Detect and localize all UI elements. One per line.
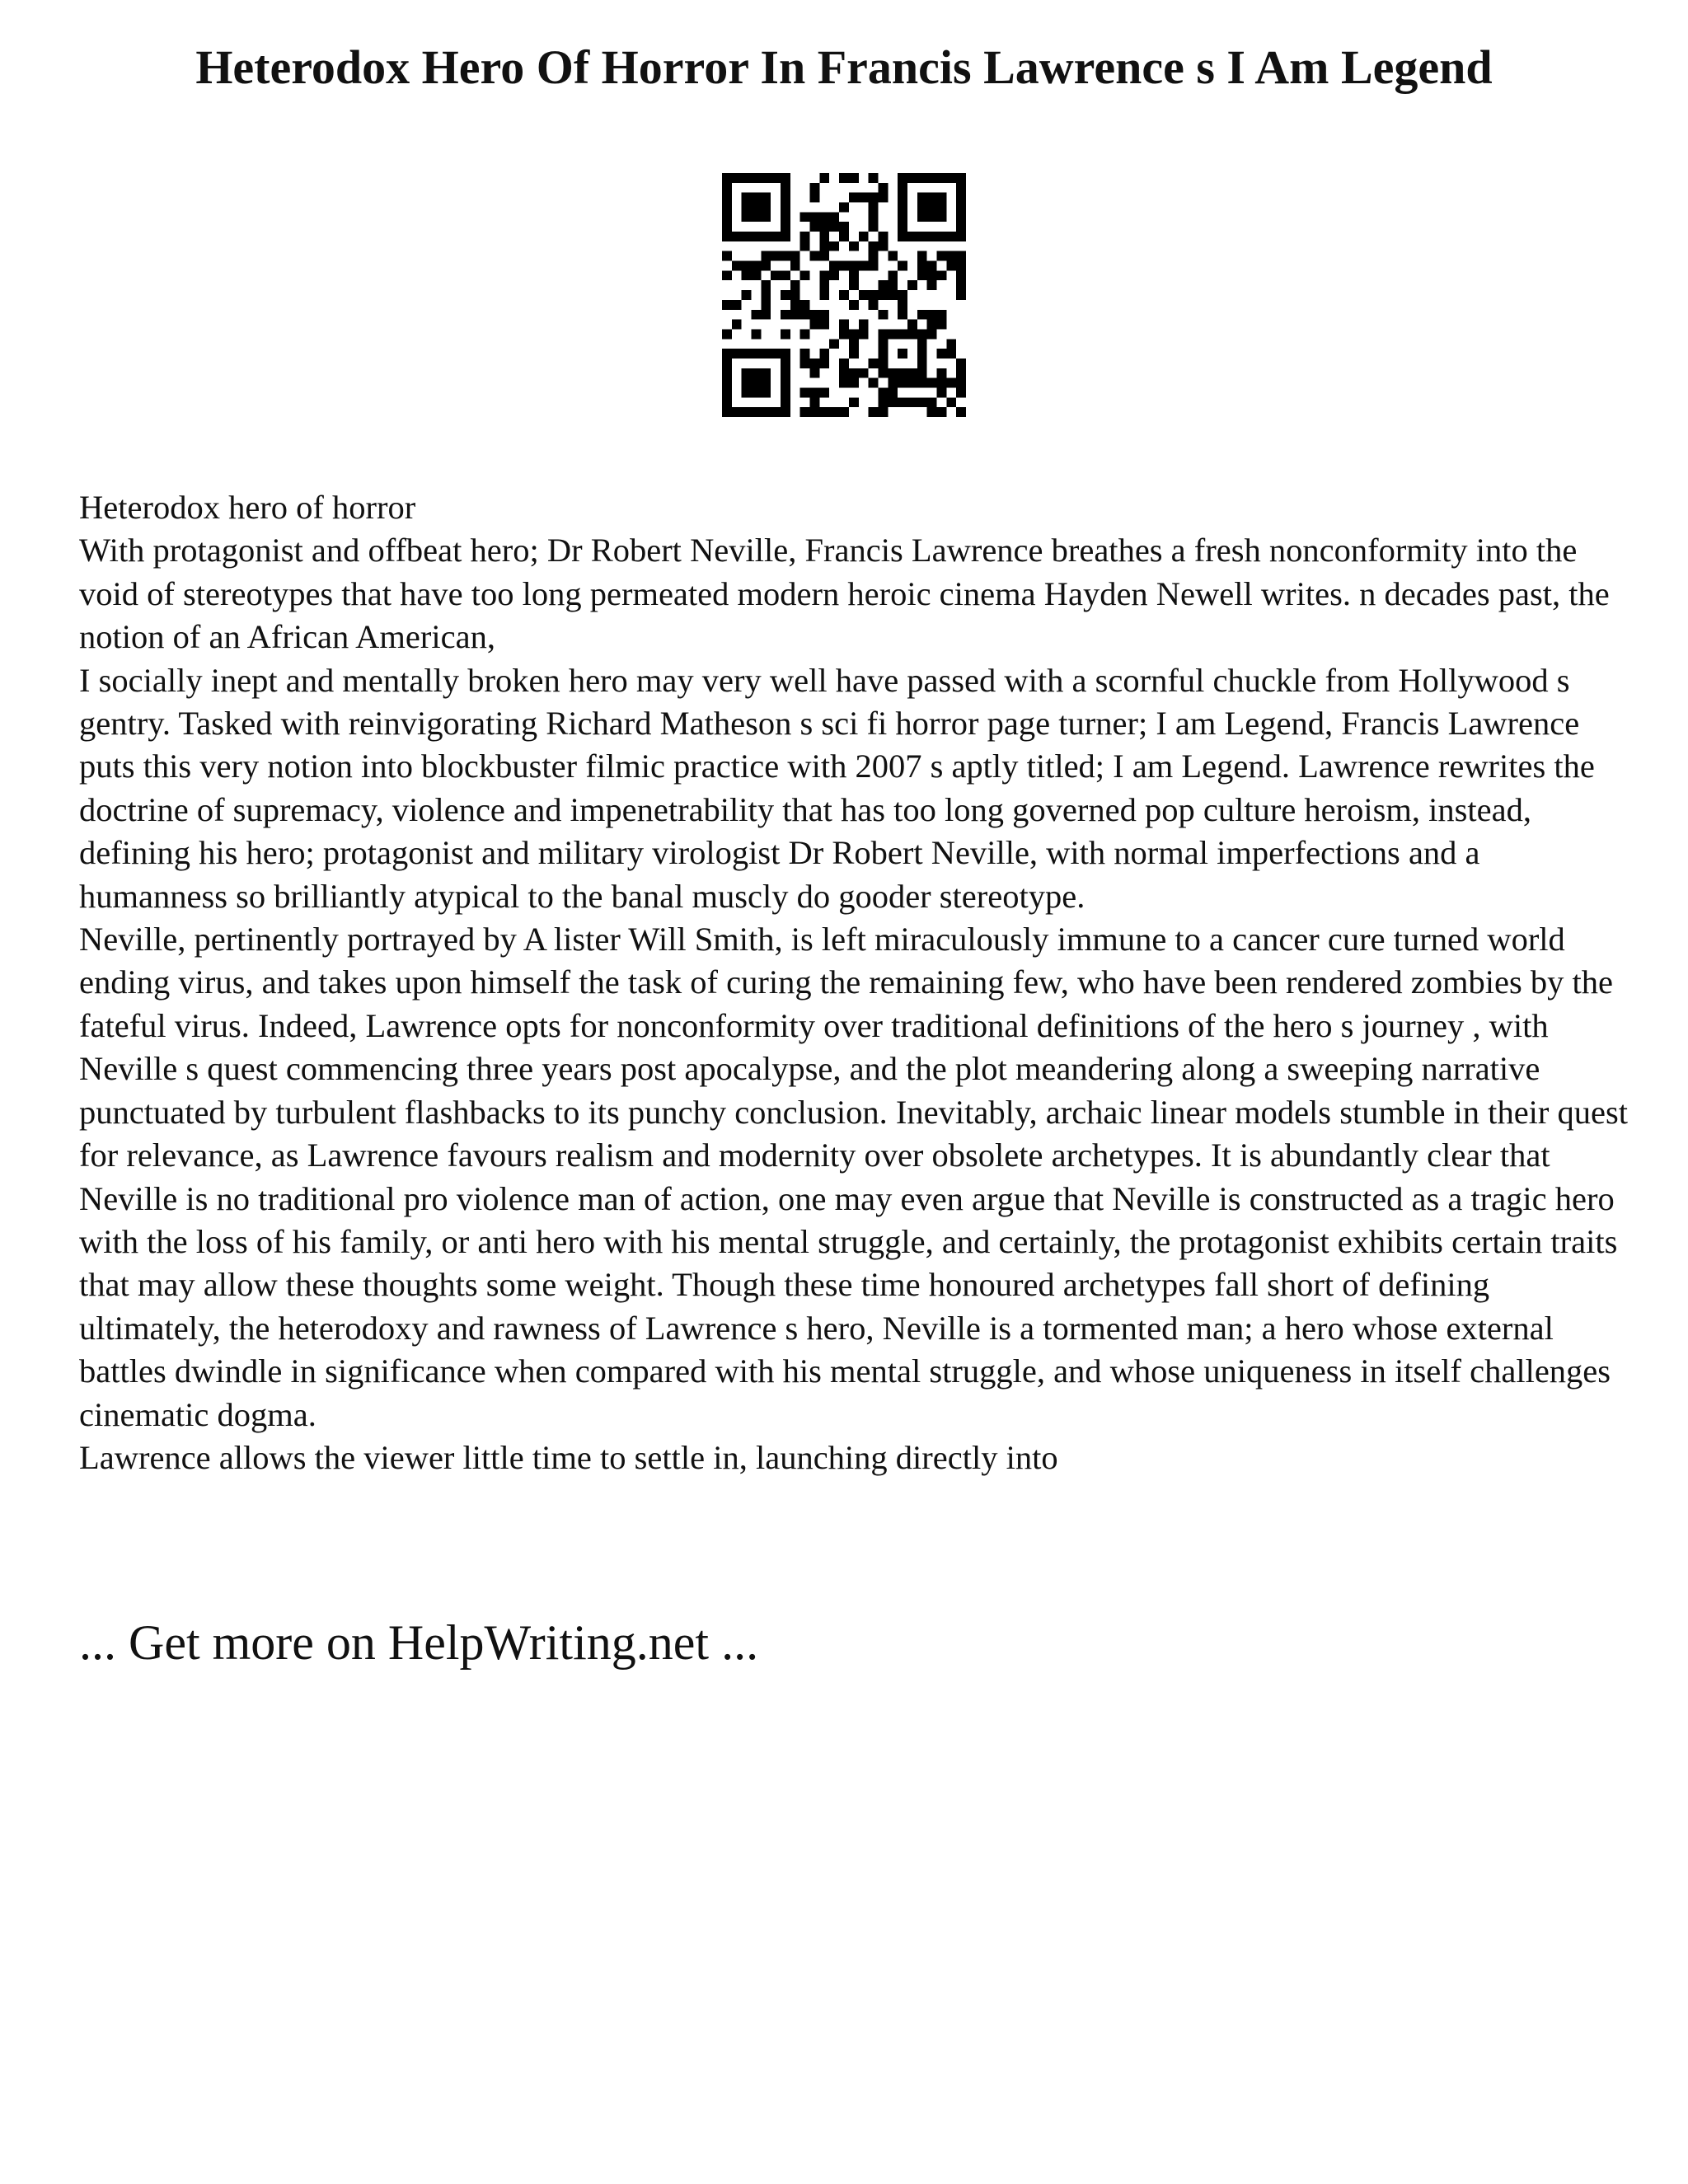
paragraph: With protagonist and offbeat hero; Dr Robert Neville, Francis Lawrence breathes a fresh nonconformity into the void of stereotypes that have too long permeated modern heroic cinema Hayden Newell writes. n decades past, the notion of an African American, [79,532,1610,656]
get-more-link[interactable]: ... Get more on HelpWriting.net ... [79,1615,759,1670]
paragraph: Lawrence allows the viewer little time to settle in, launching directly into [79,1438,1058,1476]
qr-code-icon [722,173,966,417]
page-title: Heterodox Hero Of Horror In Francis Lawrence s I Am Legend [195,40,1493,94]
article-body [79,486,1629,1479]
paragraph: I socially inept and mentally broken hero may very well have passed with a scornful chuckle from Hollywood s gentry. Tasked with reinvigorating Richard Matheson s sci fi horror page turner; I am Legend, Francis Lawrence puts this very notion into blockbuster filmic practice with 2007 s aptly titled; I am Legend. Lawrence rewrites the doctrine of supremacy, violence and impenetrability that has too long governed pop culture heroism, instead, defining his hero; protagonist and military virologist Dr Robert Neville, with normal imperfections and a humanness so brilliantly atypical to the banal muscly do gooder stereotype. [79,661,1595,915]
paragraph: Neville, pertinently portrayed by A lister Will Smith, is left miraculously immune to a cancer cure turned world ending virus, and takes upon himself the task of curing the remaining few, who have been rendered zombies by the fateful virus. Indeed, Lawrence opts for nonconformity over traditional definitions of the hero s journey , with Neville s quest commencing three years post apocalypse, and the plot meandering along a sweeping narrative punctuated by turbulent flashbacks to its punchy conclusion. Inevitably, archaic linear models stumble in their quest for relevance, as Lawrence favours realism and modernity over obsolete archetypes. It is abundantly clear that Neville is no traditional pro violence man of action, one may even argue that Neville is constructed as a tragic hero with the loss of his family, or anti hero with his mental struggle, and certainly, the protagonist exhibits certain traits that may allow these thoughts some weight. Though these time honoured archetypes fall short of defining ultimately, the heterodoxy and rawness of Lawrence s hero, Neville is a tormented man; a hero whose external battles dwindle in significance when compared with his mental struggle, and whose uniqueness in itself challenges cinematic dogma. [79,921,1629,1433]
paragraph: Heterodox hero of horror [79,489,416,526]
